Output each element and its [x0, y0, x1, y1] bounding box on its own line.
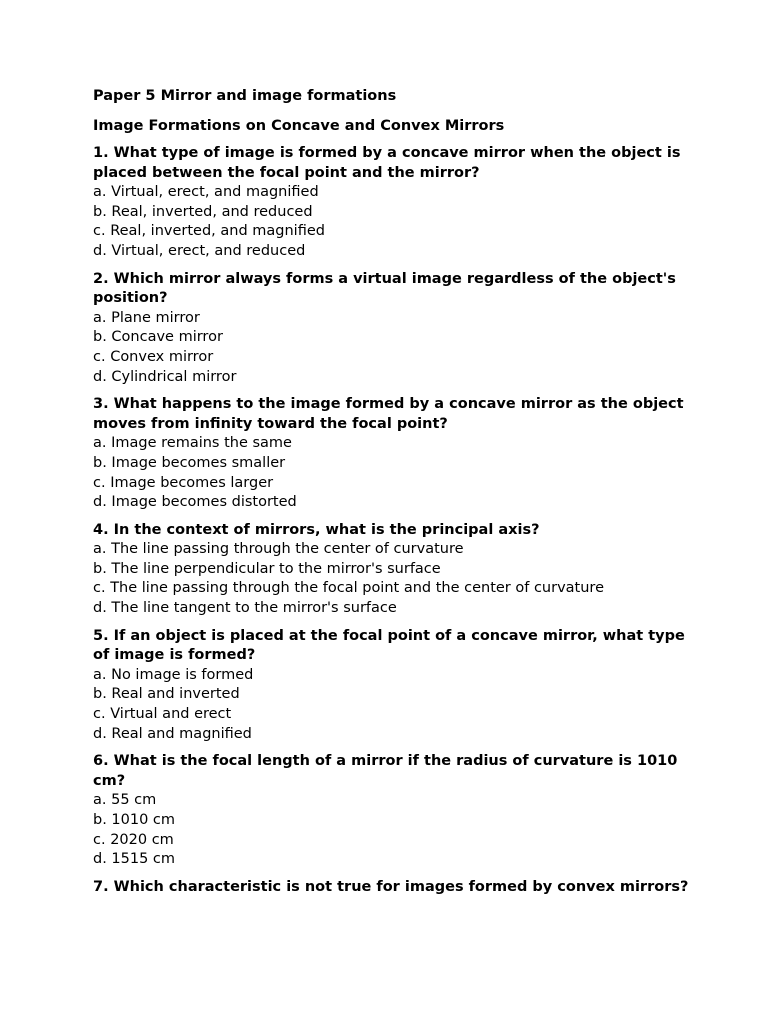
option-d: d. 1515 cm — [93, 851, 176, 868]
option-list — [93, 434, 693, 512]
document-page — [93, 86, 693, 905]
option-a: a. Virtual, erect, and magnified — [93, 184, 319, 201]
option-b: b. 1010 cm — [93, 812, 176, 828]
option-d: d. Virtual, erect, and reduced — [93, 242, 306, 259]
option-a: a. Plane mirror — [93, 309, 200, 326]
option-d: d. The line tangent to the mirror's surface — [93, 600, 397, 617]
question-1 — [93, 144, 693, 262]
option-list — [93, 791, 693, 869]
document-title: Paper 5 Mirror and image formations — [93, 88, 397, 104]
question-4 — [93, 521, 693, 619]
option-c: c. 2020 cm — [93, 831, 174, 848]
document-subtitle: Image Formations on Concave and Convex Mirrors — [93, 118, 505, 134]
option-b: b. The line perpendicular to the mirror's surface — [93, 560, 441, 577]
question-5 — [93, 627, 693, 745]
option-c: c. Virtual and erect — [93, 706, 232, 723]
option-b: b. Real and inverted — [93, 686, 240, 703]
option-c: c. The line passing through the focal point and the center of curvature — [93, 580, 604, 597]
question-2 — [93, 270, 693, 388]
option-c: c. Real, inverted, and magnified — [93, 223, 325, 240]
question-text: 6. What is the focal length of a mirror if the radius of curvature is 1010 cm? — [93, 753, 678, 789]
option-d: d. Image becomes distorted — [93, 494, 297, 511]
option-a: a. No image is formed — [93, 666, 254, 683]
option-a: a. Image remains the same — [93, 435, 292, 452]
option-d: d. Cylindrical mirror — [93, 368, 237, 385]
question-text: 7. Which characteristic is not true for images formed by convex mirrors? — [93, 878, 689, 895]
question-7 — [93, 878, 693, 898]
option-list — [93, 183, 693, 261]
option-list — [93, 666, 693, 744]
question-text: 1. What type of image is formed by a concave mirror when the object is placed between the focal point and the mirror? — [93, 145, 681, 181]
question-text: 3. What happens to the image formed by a concave mirror as the object moves from infinity toward the focal point? — [93, 396, 684, 432]
option-list — [93, 540, 693, 618]
option-c: c. Convex mirror — [93, 348, 214, 365]
option-list — [93, 309, 693, 387]
question-6 — [93, 752, 693, 870]
question-3 — [93, 395, 693, 513]
option-a: a. 55 cm — [93, 792, 157, 809]
option-b: b. Real, inverted, and reduced — [93, 203, 313, 220]
question-text: 4. In the context of mirrors, what is the principal axis? — [93, 521, 540, 538]
option-b: b. Image becomes smaller — [93, 454, 286, 471]
question-text: 5. If an object is placed at the focal point of a concave mirror, what type of image is formed? — [93, 627, 685, 664]
option-b: b. Concave mirror — [93, 329, 223, 346]
question-text: 2. Which mirror always forms a virtual image regardless of the object's position? — [93, 270, 676, 307]
option-a: a. The line passing through the center of curvature — [93, 541, 464, 558]
option-d: d. Real and magnified — [93, 725, 252, 742]
option-c: c. Image becomes larger — [93, 474, 274, 491]
